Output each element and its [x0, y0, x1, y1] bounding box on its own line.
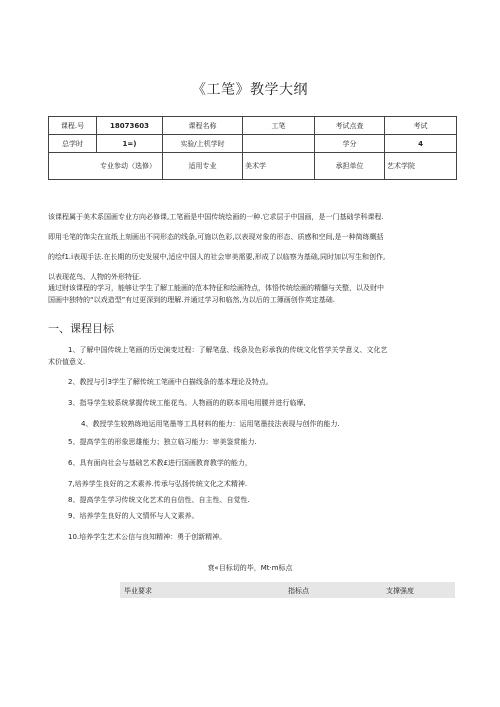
course-info-table: [48, 116, 457, 180]
document-title: 《工笔》教学大纲: [192, 82, 308, 98]
table-cell: 学分: [315, 135, 385, 153]
table-cell: 总学时: [49, 135, 97, 153]
table-cell: [243, 135, 315, 153]
text-line: 即用毛笔的饰尖在宣纸上刻画出不同形态的线条,可施以色彩,以表现对象的形态、质感和空间,是一种简练概括: [48, 233, 384, 241]
table-cell: 18073603: [97, 117, 163, 135]
table-row: [49, 153, 457, 180]
table-caption: 衰«目标切的毕，Mt·m标点: [207, 564, 293, 572]
goal-item: 1、了解中国传统上笔画的历史演变过程：了解笔盘、线条及色彩承我的传统文化哲学关学意义、文化艺: [68, 346, 388, 354]
table-cell: 实验/上机学时: [163, 135, 243, 153]
goal-item: 4、教授学生较熟练地运用笔墨等工具材料的能力：运用笔墨技法表现与创作的能力.: [81, 420, 340, 428]
intro-paragraph-2: [48, 282, 458, 306]
table-cell: 艺术学院: [385, 153, 457, 180]
objectives-table-header: [120, 582, 455, 598]
table-cell: 4: [385, 135, 457, 153]
text-line: 通过财该课程的学习，能够让学生了解工能画的范本特征和绘画特点，体悟传统绘画的精髓与关整，以及财中: [48, 284, 384, 292]
goal-item: 2、教授与引3学生了解传统工笔画中白描线条的基本理论及特点。: [68, 378, 273, 386]
intro-paragraph-1: [48, 207, 458, 287]
header-indicator: 指标点: [288, 587, 309, 595]
table-cell: 适用专业: [163, 153, 243, 180]
table-cell: 承担单位: [315, 153, 385, 180]
table-cell: 考试点查: [315, 117, 385, 135]
table-cell: 专业参动（选修）: [49, 153, 163, 180]
table-cell: 1=): [97, 135, 163, 153]
header-graduation-requirement: 毕业要求: [124, 587, 152, 595]
goal-item: 7,培养学生良好的之术素养.传承与弘扬传统文化之术精神.: [68, 480, 248, 488]
goal-item-continuation: 术价值意义.: [48, 358, 86, 366]
table-cell: 考试: [385, 117, 457, 135]
text-line: 该课程属于美术系国画专业方向必修课,工笔画是中国传统绘画的一种.它求层于中国画，是一门基础学科课程.: [48, 213, 384, 221]
table-cell: 课程名称: [163, 117, 243, 135]
table-row: [49, 117, 457, 135]
goal-item: 3、指导学生较系统掌握传统工能花鸟、人物画的的联本用电用腰并进行临摩,: [68, 399, 306, 407]
text-line: 国画中独特的“以戏造型”有过更深到的理解.并通过学习和临然,为以后的工簿画创作英定基础.: [48, 296, 335, 304]
text-line: 的绘f1.i表现手法.在长期的历史发展中,适应中国人的社会审美需要,形成了以临察为基础,同时加以写生和创作,: [48, 253, 386, 261]
table-cell: 课程.号: [49, 117, 97, 135]
table-cell: 美术学: [243, 153, 315, 180]
table-cell: 工笔: [243, 117, 315, 135]
table-row: [49, 135, 457, 153]
section-heading: 一、课程目标: [48, 322, 114, 335]
goal-item: 10.培养学生艺术公信与良知精神：勇于创新精神。: [68, 533, 227, 541]
goal-item: 8、提高学生学习传统文化艺术的自信性、自主性、自觉性.: [68, 496, 250, 504]
text-line: 以表现花鸟、人物的外形特征.: [48, 273, 142, 281]
goal-item: 9、培养学生良好的人文情怀与人文素养。: [68, 512, 199, 520]
goal-item: 6、具有面向社会与基础艺术教£进行国画教育教学的能力，: [68, 459, 252, 467]
goal-item: 5、提高学生的形象思雄能力；独立临习能力：审美鉴赏能力.: [68, 438, 257, 446]
header-support-strength: 支撑强度: [386, 587, 414, 595]
